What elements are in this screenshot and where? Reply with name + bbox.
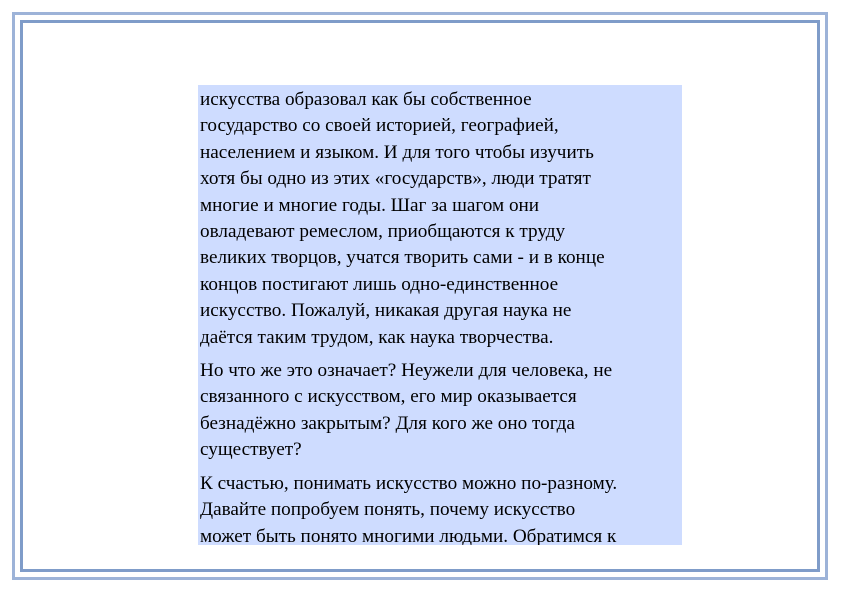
text-line: многие и многие годы. Шаг за шагом они: [200, 194, 540, 216]
text-line: даётся таким трудом, как наука творчества.: [200, 326, 554, 348]
text-line: может быть понято многими людьми. Обратимся к: [200, 525, 617, 545]
text-line: связанного с искусством, его мир оказывается: [200, 386, 577, 408]
text-line: населением и языком. И для того чтобы изучить: [200, 141, 594, 163]
text-line: концов постигают лишь одно-единственное: [200, 273, 559, 295]
text-line: искусства образовал как бы собственное: [200, 89, 532, 110]
text-line: хотя бы одно из этих «государств», люди тратят: [200, 168, 591, 190]
text-line: великих творцов, учатся творить сами - и в конце: [200, 247, 605, 269]
text-line: безнадёжно закрытым? Для кого же оно тогда: [200, 412, 575, 434]
paragraph-1: [200, 87, 680, 351]
text-line: К счастью, понимать искусство можно по-разному.: [200, 472, 618, 494]
text-line: овладевают ремеслом, приобщаются к труду: [200, 221, 566, 243]
paragraph-3: [200, 471, 680, 545]
text-line: существует?: [200, 439, 302, 461]
text-line: искусство. Пожалуй, никакая другая наука не: [200, 300, 572, 322]
paragraph-2: [200, 358, 680, 464]
text-block: [198, 85, 682, 545]
text-line: Давайте попробуем понять, почему искусство: [200, 499, 576, 521]
text-line: государство со своей историей, географией,: [200, 115, 559, 137]
text-line: Но что же это означает? Неужели для человека, не: [200, 360, 613, 382]
